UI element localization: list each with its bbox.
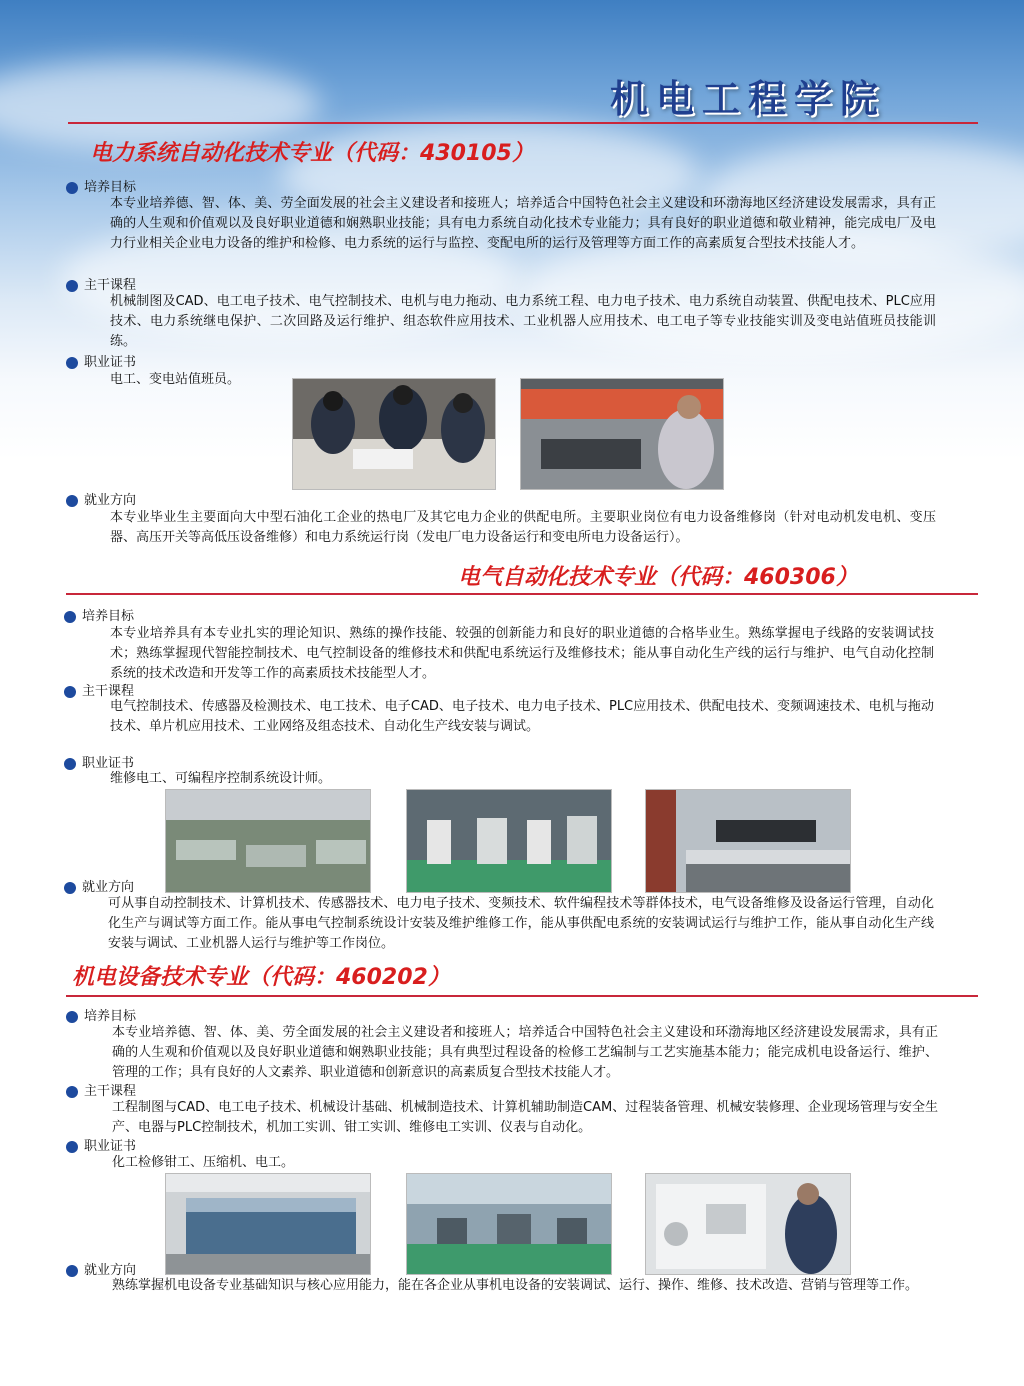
bullet-icon <box>66 495 78 507</box>
photo-equipment-cabinets-image <box>407 790 611 892</box>
section-header-goal <box>64 605 134 624</box>
goal-text <box>84 194 936 254</box>
goal-paragraph: 本专业培养具有本专业扎实的理论知识、熟练的操作技能、较强的创新能力和良好的职业道德的合格毕业生。熟练掌握电子线路的安装调试技术；熟练掌握现代智能控制技术、电气控制设备的维修技术和供配电系统运行及维修技术；能从事自动化生产线的运行与维护、电气自动化控制系统的技术改造和开发等工作的高素质技术技能型人才。 <box>110 626 934 681</box>
job-text <box>82 894 934 954</box>
section-header-cert <box>66 351 136 370</box>
bullet-icon <box>66 357 78 369</box>
job-text <box>84 508 936 548</box>
job-text <box>86 1276 938 1296</box>
bullet-icon <box>64 686 76 698</box>
major-title: 机电设备技术专业（代码：460202） <box>72 965 450 990</box>
photo-shearing-machine <box>165 1173 371 1275</box>
bullet-icon <box>66 1086 78 1098</box>
photo-equipment-cabinets <box>406 789 612 893</box>
bullet-icon <box>64 611 76 623</box>
goal-paragraph: 本专业培养德、智、体、美、劳全面发展的社会主义建设者和接班人；培养适合中国特色社会主义建设和环渤海地区经济建设发展需求，具有正确的人生观和价值观以及良好职业道德和娴熟职业技能；具有典型过程设备的检修工艺编制与工艺实施基本能力；能完成机电设备运行、维护、管理的工作；具有良好的人文素养、职业道德和创新意识的高素质复合型技术技能人才。 <box>112 1025 938 1080</box>
section-header-goal <box>66 1005 136 1024</box>
section-header-course <box>66 274 136 293</box>
course-paragraph: 工程制图与CAD、电工电子技术、机械设计基础、机械制造技术、计算机辅助制造CAM、过程装备管理、机械安装修理、企业现场管理与安全生产、电器与PLC控制技术，机加工实训、钳工实训、维修电工实训、仪表与自动化。 <box>112 1100 938 1135</box>
section-header-course <box>66 1080 136 1099</box>
bullet-icon <box>66 280 78 292</box>
photo-workshop-floor-image <box>407 1174 611 1274</box>
cert-paragraph: 电工、变电站值班员。 <box>110 372 241 387</box>
photo-shearing-machine-image <box>166 1174 370 1274</box>
photo-control-room <box>645 789 851 893</box>
section-label: 培养目标 <box>84 1009 137 1024</box>
job-paragraph: 本专业毕业生主要面向大中型石油化工企业的热电厂及其它电力企业的供配电所。主要职业岗位有电力设备维修岗（针对电动机发电机、变压器、高压开关等高低压设备维修）和电力系统运行岗（发电厂电力设备运行和变电所电力设备运行）。 <box>110 510 936 545</box>
photo-students-lab <box>292 378 496 490</box>
section-label: 就业方向 <box>82 880 135 895</box>
photo-workshop-floor <box>406 1173 612 1275</box>
section-label: 职业证书 <box>82 756 135 771</box>
photo-instructor-panel-image <box>521 379 723 489</box>
photo-training-hall-image <box>166 790 370 892</box>
goal-text <box>84 624 934 684</box>
course-text <box>84 697 934 737</box>
photo-instrument-training-image <box>646 1174 850 1274</box>
cert-paragraph: 化工检修钳工、压缩机、电工。 <box>112 1155 295 1170</box>
photo-training-hall <box>165 789 371 893</box>
cert-paragraph: 维修电工、可编程序控制系统设计师。 <box>110 771 332 786</box>
photo-instructor-panel <box>520 378 724 490</box>
section-header-cert <box>66 1135 136 1154</box>
photo-control-room-image <box>646 790 850 892</box>
bullet-icon <box>66 182 78 194</box>
major-title: 电力系统自动化技术专业（代码：430105） <box>90 141 534 166</box>
section-label: 职业证书 <box>84 355 137 370</box>
section-header-job <box>66 489 136 508</box>
section-header-goal <box>66 176 136 195</box>
course-text <box>84 292 936 352</box>
cert-text <box>86 1153 486 1173</box>
goal-paragraph: 本专业培养德、智、体、美、劳全面发展的社会主义建设者和接班人；培养适合中国特色社会主义建设和环渤海地区经济建设发展需求，具有正确的人生观和价值观以及良好职业道德和娴熟职业技能；具有电力系统自动化技术专业能力；具有良好的职业道德和敬业精神，能完成电厂及电力行业相关企业电力设备的维护和检修、电力系统的运行与监控、变配电所的运行及管理等方面工作的高素质复合型技术技能人才。 <box>110 196 936 251</box>
photo-instrument-training <box>645 1173 851 1275</box>
bullet-icon <box>66 1265 78 1277</box>
job-paragraph: 熟练掌握机电设备专业基础知识与核心应用能力，能在各企业从事机电设备的安装调试、运行、操作、维修、技术改造、营销与管理等工作。 <box>112 1278 919 1293</box>
photo-students-lab-image <box>293 379 495 489</box>
job-paragraph: 可从事自动控制技术、计算机技术、传感器技术、电力电子技术、变频技术、软件编程技术等群体技术，电气设备维修及设备运行管理，自动化化生产与调试等方面工作。能从事电气控制系统设计安装及维护维修工作，能从事供配电系统的安装调试运行与维护工作，能从事自动化生产线安装与调试、工业机器人运行与维护等工作岗位。 <box>108 896 934 951</box>
section-label: 主干课程 <box>82 684 135 699</box>
course-text <box>86 1098 938 1138</box>
section-label: 培养目标 <box>82 609 135 624</box>
section-label: 培养目标 <box>84 180 137 195</box>
section-label: 就业方向 <box>84 1263 137 1278</box>
bullet-icon <box>64 882 76 894</box>
section-header-job <box>64 876 134 895</box>
section-label: 主干课程 <box>84 1084 137 1099</box>
bullet-icon <box>66 1011 78 1023</box>
section-rule <box>66 593 978 595</box>
goal-text <box>86 1023 938 1083</box>
bullet-icon <box>64 758 76 770</box>
major-title: 电气自动化技术专业（代码：460306） <box>458 565 858 590</box>
course-paragraph: 电气控制技术、传感器及检测技术、电工技术、电子CAD、电子技术、电力电子技术、PLC应用技术、供配电技术、变频调速技术、电机与拖动技术、单片机应用技术、工业网络及组态技术、自动化生产线安装与调试。 <box>110 699 934 734</box>
bullet-icon <box>66 1141 78 1153</box>
cert-text <box>84 769 484 789</box>
course-paragraph: 机械制图及CAD、电工电子技术、电气控制技术、电机与电力拖动、电力系统工程、电力电子技术、电力系统自动装置、供配电技术、PLC应用技术、电力系统继电保护、二次回路及运行维护、组态软件应用技术、工业机器人应用技术、电工电子等专业技能实训及变电站值班员技能训练。 <box>110 294 936 349</box>
top-rule <box>68 122 978 124</box>
section-label: 就业方向 <box>84 493 137 508</box>
school-title: 机电工程学院 <box>610 77 887 121</box>
section-label: 主干课程 <box>84 278 137 293</box>
section-rule <box>66 995 978 997</box>
section-label: 职业证书 <box>84 1139 137 1154</box>
